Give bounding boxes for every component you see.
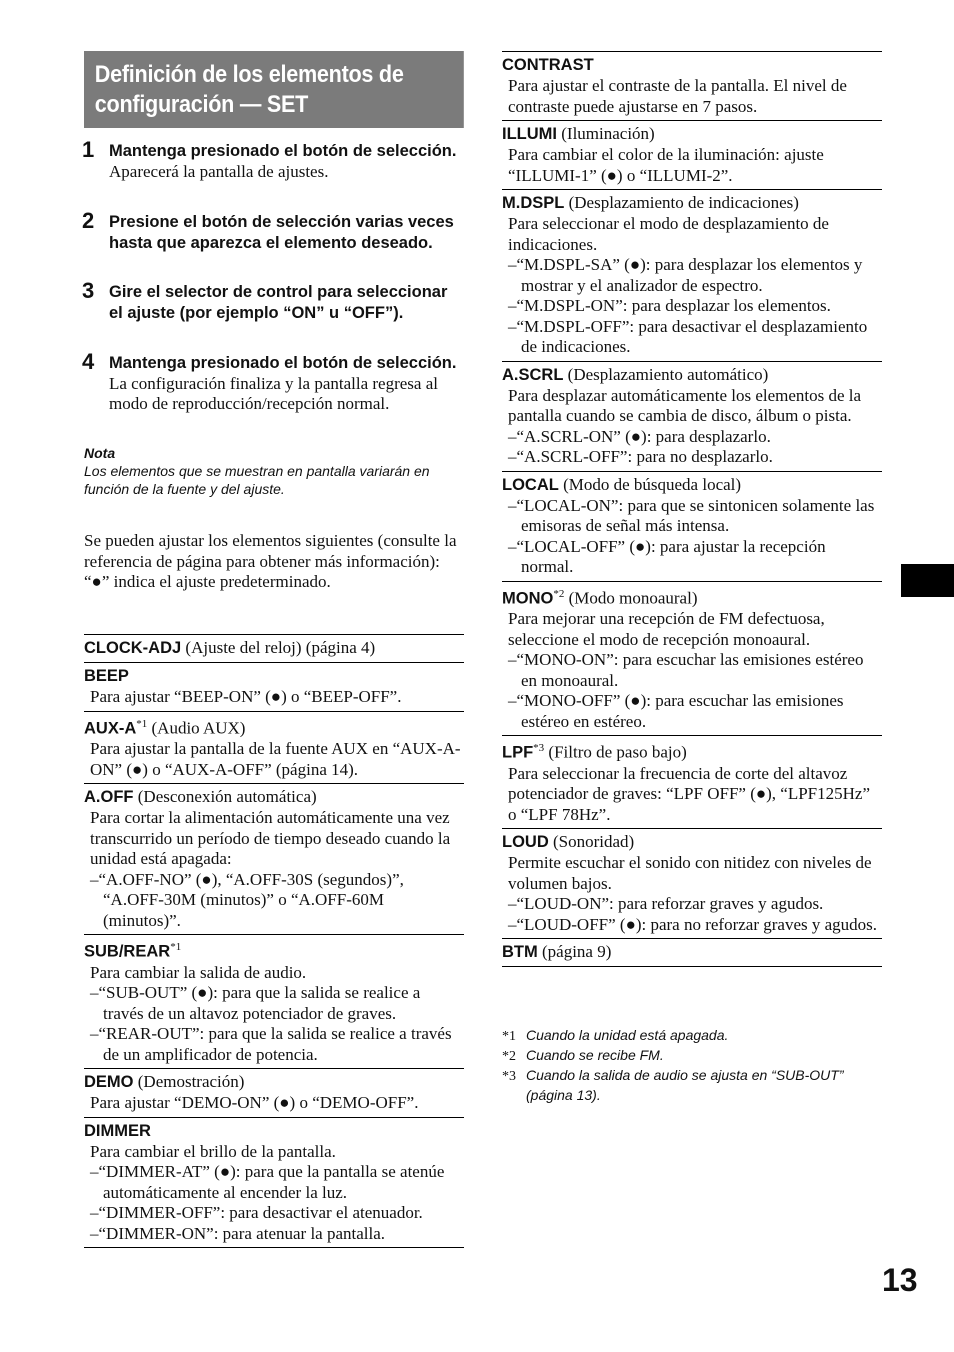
setting-description: Para seleccionar el modo de desplazamiento de indicaciones.	[508, 214, 829, 254]
setting-key: LOCAL	[502, 475, 559, 494]
setting-key: MONO	[502, 589, 554, 608]
setting-term	[502, 192, 882, 214]
settings-list-right	[502, 51, 882, 967]
setting-option: –“DIMMER-OFF”: para desactivar el atenuador.	[90, 1203, 423, 1223]
footnotes	[502, 1026, 882, 1106]
footnote-ref: *2	[553, 587, 565, 600]
footnote	[502, 1066, 882, 1106]
setting-description: Para cambiar la salida de audio.	[90, 962, 307, 982]
setting-term	[84, 1120, 464, 1142]
setting-key: DIMMER	[84, 1121, 151, 1140]
setting-description-short: (Filtro de paso bajo)	[548, 742, 687, 762]
step-1	[82, 137, 464, 182]
setting-term	[84, 665, 464, 687]
setting-item	[502, 189, 882, 361]
setting-description: Para cambiar el color de la iluminación: ajuste “ILLUMI-1” (●) o “ILLUMI-2”.	[508, 145, 824, 185]
setting-term	[84, 937, 464, 963]
setting-description-short: (página 9)	[542, 942, 612, 962]
setting-description-short: (Modo de búsqueda local)	[563, 474, 742, 494]
setting-key: LOUD	[502, 833, 549, 852]
setting-description: Para desplazar automáticamente los elementos de la pantalla cuando se cambia de disco, álbum o pista.	[508, 385, 862, 425]
footnote-text: Cuando la unidad está apagada.	[526, 1027, 729, 1043]
setting-item	[502, 938, 882, 967]
setting-term	[502, 941, 882, 963]
setting-option: –“A.SCRL-ON” (●): para desplazarlo.	[508, 426, 771, 446]
note-title: Nota	[84, 445, 116, 461]
setting-item	[84, 662, 464, 711]
setting-term	[502, 831, 882, 853]
setting-description-short: (Demostración)	[137, 1072, 245, 1092]
setting-description-short: (Modo monoaural)	[568, 588, 698, 608]
footnote	[502, 1026, 882, 1046]
setting-item	[502, 51, 882, 120]
setting-option: –“A.OFF-NO” (●), “A.OFF-30S (segundos)”, “A.OFF-30M (minutos)” o “A.OFF-60M (minutos)”.	[90, 869, 404, 930]
default-indicator-text: “●” indica el ajuste predeterminado.	[84, 572, 331, 591]
setting-key: M.DSPL	[502, 194, 565, 212]
footnote-mark: *3	[502, 1069, 516, 1084]
settings-list-left	[84, 634, 464, 1248]
setting-term	[84, 714, 464, 740]
footnote-text: Cuando se recibe FM.	[526, 1047, 664, 1063]
step-number: 4	[82, 349, 95, 374]
step-title: Gire el selector de control para seleccionar el ajuste (por ejemplo “ON” u “OFF”).	[109, 283, 448, 322]
setting-description: Para ajustar la pantalla de la fuente AUX en “AUX-A-ON” (●) o “AUX-A-OFF” (página 14).	[90, 739, 461, 779]
setting-option: –“LOCAL-OFF” (●): para ajustar la recepción normal.	[508, 536, 826, 576]
setting-item	[84, 711, 464, 784]
setting-term	[502, 54, 882, 76]
footnote-mark: *1	[502, 1029, 516, 1044]
setting-description: Para ajustar “BEEP-ON” (●) o “BEEP-OFF”.	[90, 687, 402, 706]
setting-term	[84, 786, 464, 808]
setting-item	[502, 120, 882, 189]
section-heading	[84, 51, 464, 128]
setting-key: BEEP	[84, 667, 129, 685]
setting-key: ILLUMI	[502, 125, 557, 143]
step-number: 1	[82, 137, 95, 162]
setting-option: –“M.DSPL-OFF”: para desactivar el desplazamiento de indicaciones.	[508, 316, 868, 356]
setting-option: –“MONO-OFF” (●): para escuchar las emisiones estéreo en estéreo.	[508, 691, 844, 731]
setting-description-short: (Desplazamiento de indicaciones)	[568, 193, 799, 212]
setting-option: –“DIMMER-AT” (●): para que la pantalla se atenúe automáticamente al encender la luz.	[90, 1162, 445, 1202]
setting-description: Para ajustar el contraste de la pantalla. El nivel de contraste puede ajustarse en 7 pasos.	[508, 76, 847, 116]
step-detail: Aparecerá la pantalla de ajustes.	[109, 161, 329, 181]
setting-description: Para cortar la alimentación automáticamente una vez transcurrido un período de tiempo deseado cuando la unidad está apagada:	[90, 808, 451, 869]
setting-item	[502, 828, 882, 938]
section-tab-marker	[901, 564, 954, 597]
page-number: 13	[882, 1262, 918, 1298]
step-number: 3	[82, 278, 95, 303]
footnote-mark: *2	[502, 1049, 516, 1064]
setting-option: –“DIMMER-ON”: para atenuar la pantalla.	[90, 1223, 386, 1243]
setting-option: –“M.DSPL-SA” (●): para desplazar los elementos y mostrar y el analizador de espectro.	[508, 255, 863, 295]
setting-key: CLOCK-ADJ	[84, 639, 182, 657]
intro-text: Se pueden ajustar los elementos siguientes (consulte la referencia de página para obtener más información):	[84, 531, 457, 571]
setting-term	[502, 364, 882, 386]
footnote-ref: *1	[170, 941, 182, 954]
setting-term	[502, 123, 882, 145]
setting-key: AUX-A	[84, 719, 137, 738]
setting-description-short: (Desplazamiento automático)	[567, 364, 769, 384]
setting-term	[502, 474, 882, 496]
setting-item	[84, 1068, 464, 1117]
footnote	[502, 1046, 882, 1066]
setting-item	[502, 361, 882, 471]
intro	[84, 531, 464, 593]
setting-key: BTM	[502, 943, 538, 962]
setting-term	[502, 584, 882, 610]
setting-item	[84, 1117, 464, 1249]
setting-description-short: (Sonoridad)	[553, 832, 635, 852]
setting-term	[84, 637, 464, 659]
note	[84, 444, 464, 498]
footnote-text: Cuando la salida de audio se ajusta en “SUB-OUT” (página 13).	[526, 1067, 844, 1103]
setting-item	[502, 471, 882, 581]
setting-item	[84, 634, 464, 662]
heading-line-2: configuración — SET	[94, 91, 309, 118]
step-4	[82, 349, 464, 415]
step-number: 2	[82, 208, 95, 233]
setting-option: –“MONO-ON”: para escuchar las emisiones estéreo en monoaural.	[508, 650, 864, 690]
setting-key: SUB/REAR	[84, 942, 171, 961]
setting-item	[502, 581, 882, 736]
step-title: Presione el botón de selección varias veces hasta que aparezca el elemento deseado.	[109, 213, 454, 252]
setting-description-short: (Audio AUX)	[151, 718, 246, 738]
setting-option: –“SUB-OUT” (●): para que la salida se realice a través de un altavoz potenciador de graves.	[90, 983, 421, 1023]
setting-option: –“A.SCRL-OFF”: para no desplazarlo.	[508, 447, 773, 466]
setting-option: –“LOUD-ON”: para reforzar graves y agudos.	[508, 894, 824, 914]
note-text: Los elementos que se muestran en pantalla variarán en función de la fuente y del ajuste.	[84, 463, 430, 497]
heading-line-1: Definición de los elementos de	[94, 61, 404, 88]
setting-key: DEMO	[84, 1073, 134, 1092]
step-title: Mantenga presionado el botón de selección.	[109, 142, 457, 160]
setting-option: –“LOUD-OFF” (●): para no reforzar graves y agudos.	[508, 914, 878, 934]
setting-item	[84, 934, 464, 1068]
setting-option: –“LOCAL-ON”: para que se sintonicen solamente las emisoras de señal más intensa.	[508, 495, 875, 535]
footnote-ref: *1	[136, 717, 148, 730]
setting-description: Para ajustar “DEMO-ON” (●) o “DEMO-OFF”.	[90, 1093, 419, 1113]
setting-item	[502, 735, 882, 828]
setting-description-short: (Desconexión automática)	[137, 787, 317, 807]
setting-option: –“REAR-OUT”: para que la salida se realice a través de un amplificador de potencia.	[90, 1024, 452, 1064]
setting-description-short: (Ajuste del reloj) (página 4)	[185, 638, 376, 657]
setting-term	[84, 1071, 464, 1093]
setting-term	[502, 738, 882, 764]
setting-description: Para cambiar el brillo de la pantalla.	[90, 1141, 336, 1161]
footnote-ref: *3	[533, 742, 545, 755]
setting-description: Permite escuchar el sonido con nitidez con niveles de volumen bajos.	[508, 853, 872, 893]
setting-item	[84, 783, 464, 934]
setting-description-short: (Iluminación)	[561, 124, 655, 143]
step-3	[82, 278, 464, 323]
setting-option: –“M.DSPL-ON”: para desplazar los elementos.	[508, 296, 831, 315]
setting-key: A.OFF	[84, 788, 134, 807]
setting-key: LPF	[502, 743, 534, 762]
step-detail: La configuración finaliza y la pantalla regresa al modo de reproducción/recepción normal.	[109, 373, 438, 413]
setting-key: A.SCRL	[502, 365, 564, 384]
step-title: Mantenga presionado el botón de selección.	[109, 354, 457, 372]
setting-description: Para seleccionar la frecuencia de corte del altavoz potenciador de graves: “LPF OFF” (●), “LPF125Hz” o “LPF 78Hz”.	[508, 763, 870, 824]
step-2	[82, 208, 464, 253]
setting-description: Para mejorar una recepción de FM defectuosa, seleccione el modo de recepción monoaural.	[508, 609, 825, 649]
setting-key: CONTRAST	[502, 56, 594, 74]
